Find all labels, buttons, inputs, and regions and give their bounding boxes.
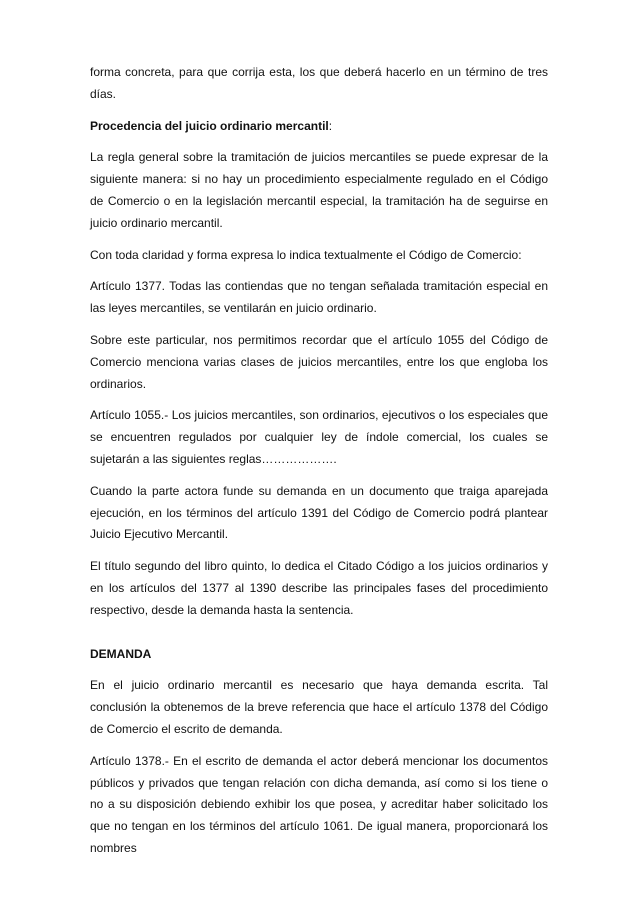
paragraph-demanda-escrita: En el juicio ordinario mercantil es necesario que haya demanda escrita. Tal conclusión la obtenemos de la breve referencia que hace el artículo 1378 del Código de Comercio el escrito de demanda.	[90, 678, 548, 736]
section-heading-procedencia	[90, 116, 548, 138]
paragraph-articulo-1055: Artículo 1055.- Los juicios mercantiles, son ordinarios, ejecutivos o los especiales que se encuentren regulados por cualquier ley de índole comercial, los cuales se sujetarán a las siguientes reglas……………….	[90, 408, 548, 466]
heading-colon: :	[328, 118, 333, 133]
heading-bold-text: Procedencia del juicio ordinario mercantil	[90, 118, 329, 133]
paragraph-claridad: Con toda claridad y forma expresa lo indica textualmente el Código de Comercio:	[90, 247, 522, 262]
section-heading-demanda: DEMANDA	[90, 646, 152, 661]
document-page	[90, 62, 548, 870]
paragraph-parte-actora: Cuando la parte actora funde su demanda en un documento que traiga aparejada ejecución, en los términos del artículo 1391 del Código de Comercio podrá plantear Juicio Ejecutivo Mercantil.	[90, 483, 548, 542]
paragraph-intro: forma concreta, para que corrija esta, los que deberá hacerlo en un término de tres días.	[90, 65, 548, 101]
paragraph-articulo-1377: Artículo 1377. Todas las contiendas que no tengan señalada tramitación especial en las leyes mercantiles, se ventilarán en juicio ordinario.	[90, 279, 548, 316]
paragraph-regla-general: La regla general sobre la tramitación de juicios mercantiles se puede expresar de la siguiente manera: si no hay un procedimiento especialmente regulado en el Código de Comercio o en la legislación mercantil especial, la tramitación ha de seguirse en juicio ordinario mercantil.	[90, 150, 548, 230]
section-spacer	[90, 632, 548, 644]
paragraph-articulo-1378: Artículo 1378.- En el escrito de demanda el actor deberá mencionar los documentos públicos y privados que tengan relación con dicha demanda, así como si los tiene o no a su disposición debiendo exhibir los que posea, y acreditar haber solicitado los que no tengan en los términos del artículo 1061. De igual manera, proporcionará los nombres	[90, 753, 548, 855]
paragraph-particular: Sobre este particular, nos permitimos recordar que el artículo 1055 del Código de Comercio menciona varias clases de juicios mercantiles, entre los que engloba los ordinarios.	[90, 332, 548, 391]
paragraph-titulo-segundo: El título segundo del libro quinto, lo dedica el Citado Código a los juicios ordinarios y en los artículos del 1377 al 1390 describe las principales fases del procedimiento respectivo, desde la demanda hasta la sentencia.	[90, 559, 548, 617]
